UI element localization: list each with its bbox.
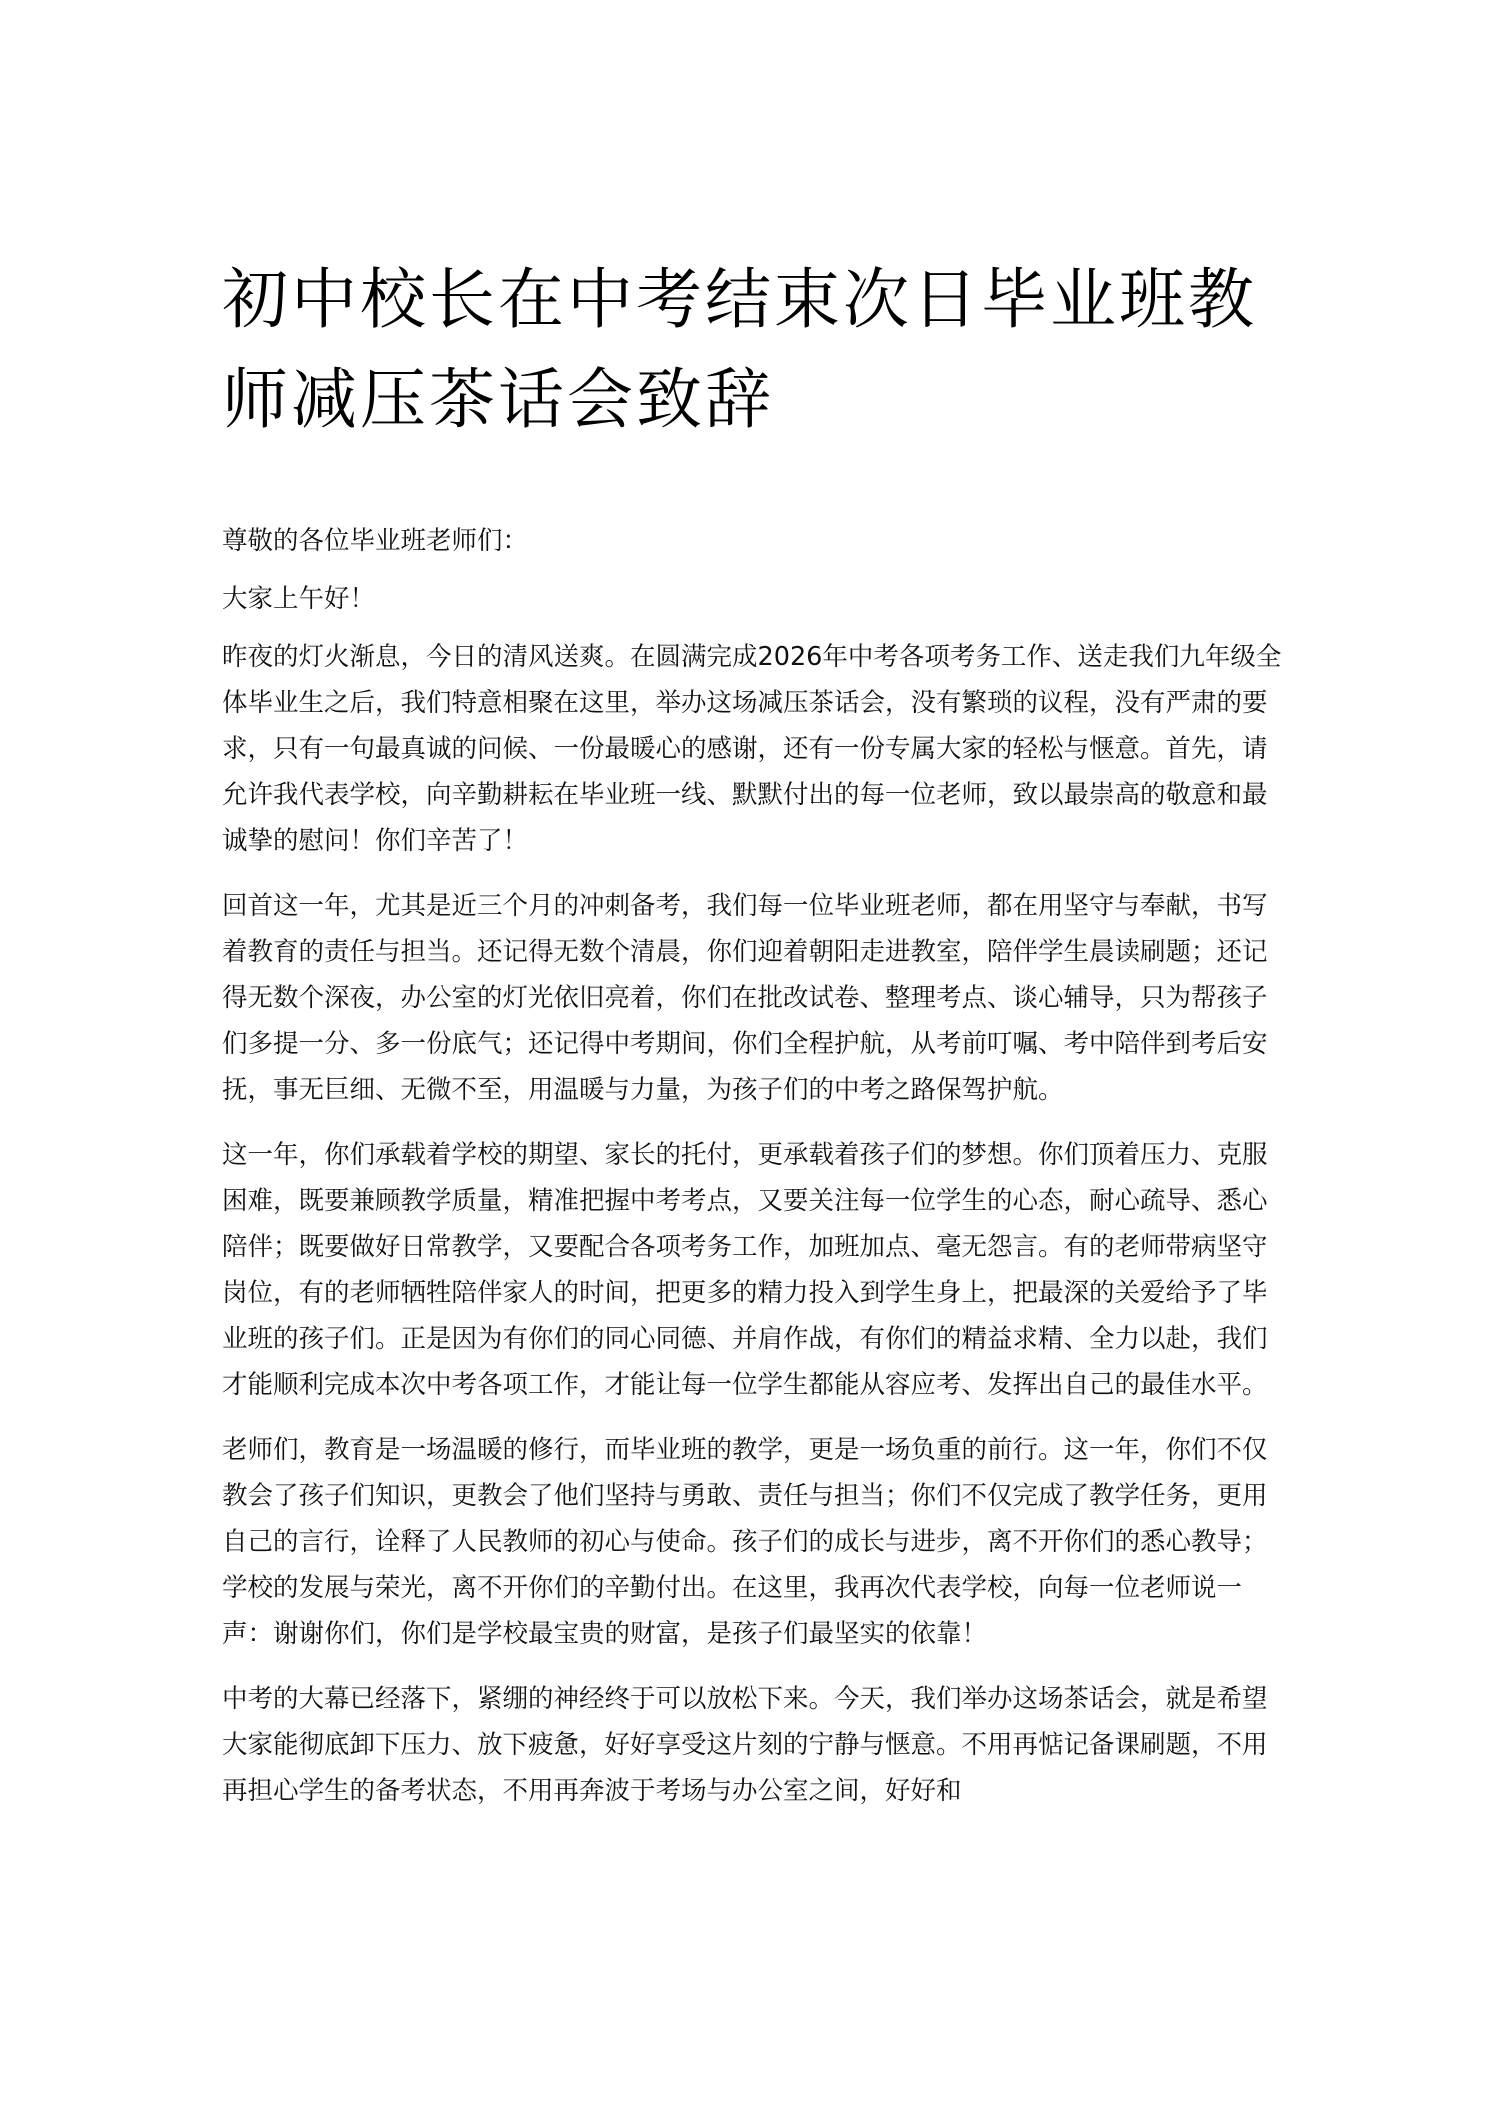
paragraph: 回首这一年，尤其是近三个月的冲刺备考，我们每一位毕业班老师，都在用坚守与奉献，书写着教育的责任与担当。还记得无数个清晨，你们迎着朝阳走进教室，陪伴学生晨读刷题；还记得无数个深夜，办公室的灯光依旧亮着，你们在批改试卷、整理考点、谈心辅导，只为帮孩子们多提一分、多一份底气；还记得中考期间，你们全程护航，从考前叮嘱、考中陪伴到考后安抚，事无巨细、无微不至，用温暖与力量，为孩子们的中考之路保驾护航。 — [222, 891, 1268, 1105]
document-title: 初中校长在中考结束次日毕业班教师减压茶话会致辞 — [222, 261, 1257, 438]
paragraph: 老师们，教育是一场温暖的修行，而毕业班的教学，更是一场负重的前行。这一年，你们不仅教会了孩子们知识，更教会了他们坚持与勇敢、责任与担当；你们不仅完成了教学任务，更用自己的言行，诠释了人民教师的初心与使命。孩子们的成长与进步，离不开你们的悉心教导；学校的发展与荣光，离不开你们的辛勤付出。在这里，我再次代表学校，向每一位老师说一声：谢谢你们，你们是学校最宝贵的财富，是孩子们最坚实的依靠！ — [222, 1435, 1268, 1649]
salutation: 尊敬的各位毕业班老师们： — [222, 526, 529, 556]
paragraph: 这一年，你们承载着学校的期望、家长的托付，更承载着孩子们的梦想。你们顶着压力、克服困难，既要兼顾教学质量，精准把握中考考点，又要关注每一位学生的心态，耐心疏导、悉心陪伴；既要做好日常教学，又要配合各项考务工作，加班加点、毫无怨言。有的老师带病坚守岗位，有的老师牺牲陪伴家人的时间，把更多的精力投入到学生身上，把最深的关爱给予了毕业班的孩子们。正是因为有你们的同心同德、并肩作战，有你们的精益求精、全力以赴，我们才能顺利完成本次中考各项工作，才能让每一位学生都能从容应考、发挥出自己的最佳水平。 — [222, 1140, 1268, 1400]
paragraph: 中考的大幕已经落下，紧绷的神经终于可以放松下来。今天，我们举办这场茶话会，就是希望大家能彻底卸下压力、放下疲惫，好好享受这片刻的宁静与惬意。不用再惦记备课刷题，不用再担心学生的备考状态，不用再奔波于考场与办公室之间，好好和 — [222, 1684, 1268, 1806]
greeting: 大家上午好！ — [222, 584, 376, 614]
document-body — [222, 518, 1282, 1833]
paragraph: 昨夜的灯火渐息，今日的清风送爽。在圆满完成2026年中考各项考务工作、送走我们九年级全体毕业生之后，我们特意相聚在这里，举办这场减压茶话会，没有繁琐的议程，没有严肃的要求，只有一句最真诚的问候、一份最暖心的感谢，还有一份专属大家的轻松与惬意。首先，请允许我代表学校，向辛勤耕耘在毕业班一线、默默付出的每一位老师，致以最崇高的敬意和最诚挚的慰问！你们辛苦了！ — [222, 642, 1282, 856]
